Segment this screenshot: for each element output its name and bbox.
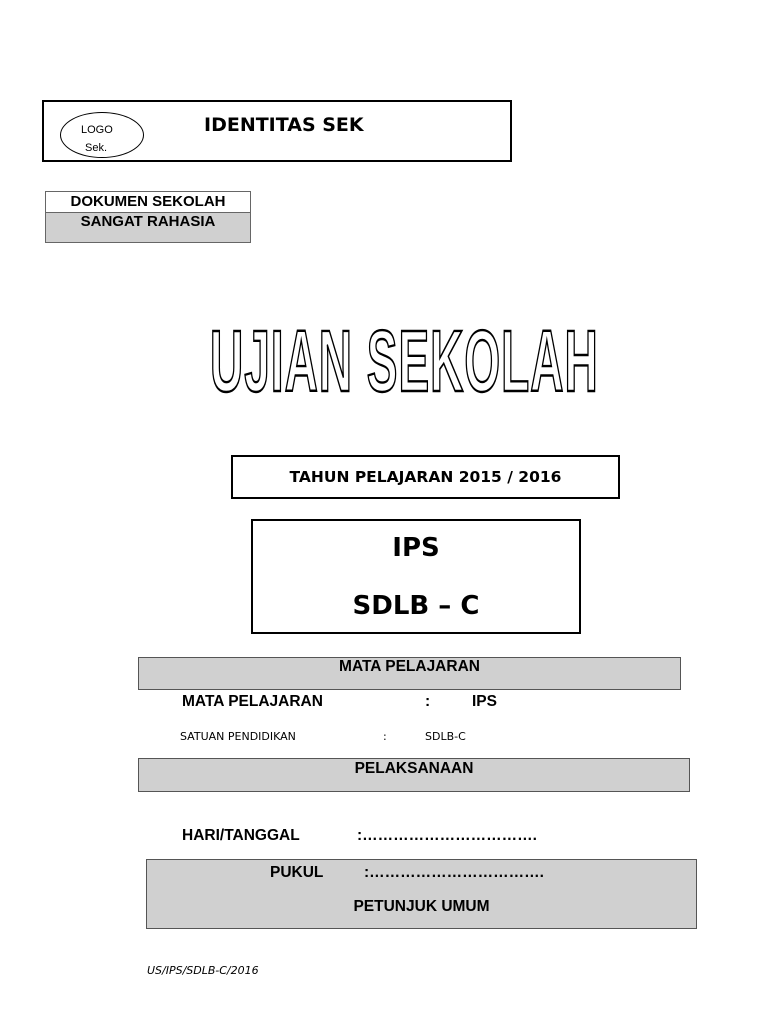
academic-year: TAHUN PELAJARAN 2015 / 2016 xyxy=(231,455,620,499)
logo-label: LOGO xyxy=(81,124,113,136)
field-value-satuan-pendidikan: SDLB-C xyxy=(425,730,466,743)
section-header-petunjuk-umum: PETUNJUK UMUM xyxy=(353,898,490,915)
exam-title-container xyxy=(210,313,635,411)
exam-title: UJIAN SEKOLAH xyxy=(210,313,599,411)
field-value-hari-tanggal: :……………………………. xyxy=(357,827,537,844)
field-value-mata-pelajaran: IPS xyxy=(472,693,497,710)
field-label-satuan-pendidikan: SATUAN PENDIDIKAN xyxy=(180,730,296,743)
pukul-petunjuk-box xyxy=(146,859,697,929)
classification-line-2: SANGAT RAHASIA xyxy=(46,213,250,242)
school-identity-box xyxy=(42,100,512,162)
subject-name: IPS xyxy=(392,533,440,563)
field-label-mata-pelajaran: MATA PELAJARAN xyxy=(182,693,323,710)
document-code: US/IPS/SDLB-C/2016 xyxy=(147,964,259,977)
section-header-pelaksanaan: PELAKSANAAN xyxy=(138,758,690,792)
education-level: SDLB – C xyxy=(352,591,480,621)
field-label-hari-tanggal: HARI/TANGGAL xyxy=(182,827,300,844)
logo-sublabel: Sek. xyxy=(85,142,108,154)
document-classification xyxy=(45,191,251,243)
classification-line-1: DOKUMEN SEKOLAH xyxy=(46,192,250,213)
school-logo-placeholder xyxy=(60,112,144,158)
school-identity-title: IDENTITAS SEK xyxy=(204,114,364,136)
field-label-pukul: PUKUL xyxy=(270,864,324,881)
field-value-pukul: :……………………………. xyxy=(364,864,544,881)
section-header-mata-pelajaran: MATA PELAJARAN xyxy=(138,657,681,690)
field-colon-satuan-pendidikan: : xyxy=(383,730,387,743)
subject-box xyxy=(251,519,581,634)
field-colon-mata-pelajaran: : xyxy=(425,693,431,710)
